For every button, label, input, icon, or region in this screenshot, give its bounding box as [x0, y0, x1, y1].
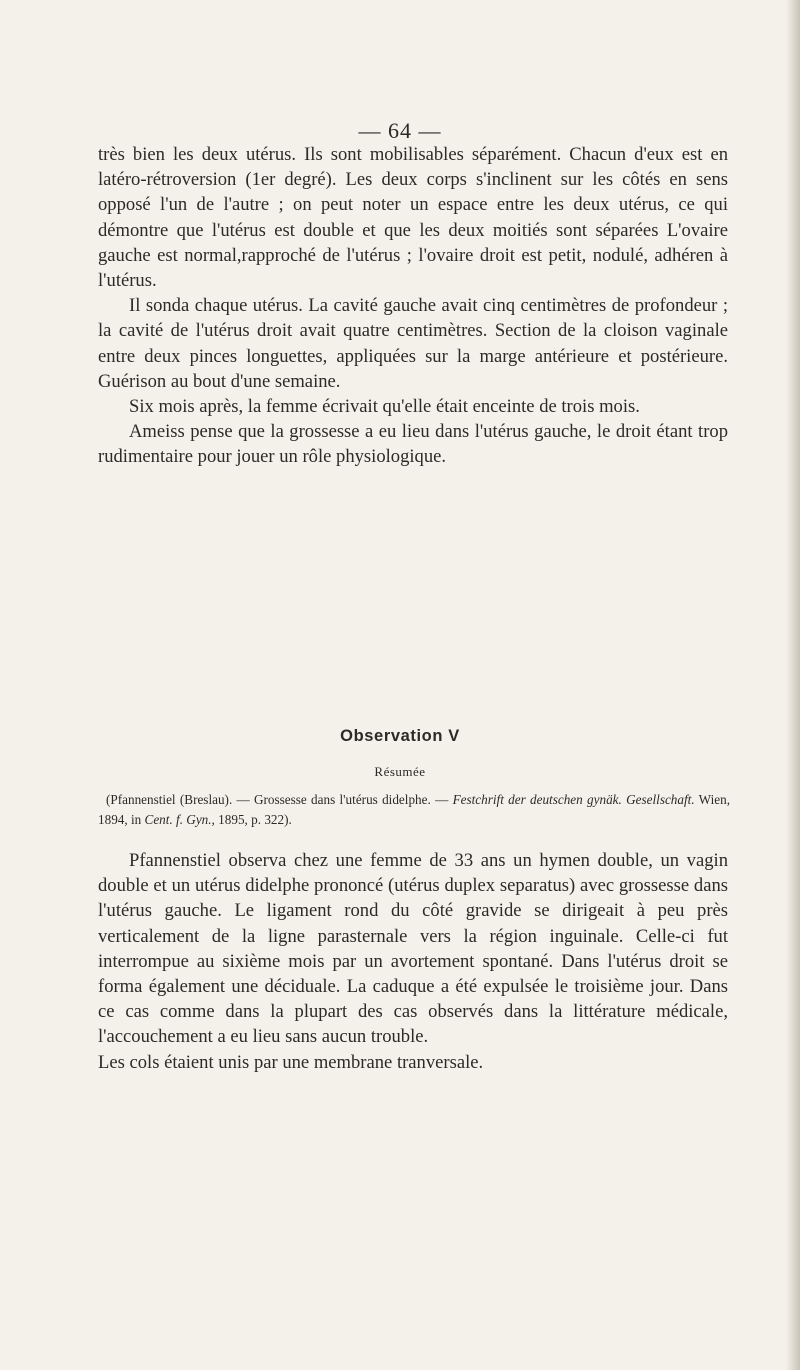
paragraph: très bien les deux utérus. Ils sont mobilisables séparément. Chacun d'eux est en latéro-rétroversion (1er degré). Les deux corps s'inclinent sur les côtés en sens opposé l'un de l'autre ; on peut noter un espace entre les deux utérus, ce qui démontre que l'utérus est double et que les deux moitiés sont séparées L'ovaire gauche est normal,rapproché de l'utérus ; l'ovaire droit est petit, nodulé, adhéren à l'utérus.: [98, 144, 728, 292]
paragraph: Les cols étaient unis par une membrane tranversale.: [98, 1051, 484, 1073]
reference-text: 1895, p. 322).: [214, 812, 292, 827]
reference-text: (Pfannenstiel (Breslau). — Grossesse dans l'utérus didelphe. —: [106, 792, 453, 807]
body-text-top: [98, 142, 728, 470]
paragraph: Il sonda chaque utérus. La cavité gauche avait cinq centimètres de profondeur ; la cavité de l'utérus droit avait quatre centimètres. Section de la cloison vaginale entre deux pinces longuettes, appliquées sur la marge antérieure et postérieure. Guérison au bout d'une semaine.: [98, 295, 728, 392]
section-subheading: Résumée: [374, 764, 426, 779]
body-text-bottom: [98, 848, 728, 1075]
reference-journal: Festchrift der deutschen gynäk. Gesellschaft.: [452, 792, 695, 807]
bibliographic-reference: [98, 790, 730, 830]
paragraph: Pfannenstiel observa chez une femme de 33 ans un hymen double, un vagin double et un utérus didelphe prononcé (utérus duplex separatus) avec grossesse dans l'utérus gauche. Le ligament rond du côté gravide se dirigeait à peu près verticalement de la ligne parasternale vers la région inguinale. Celle-ci fut interrompue au sixième mois par un avortement spontané. Dans l'utérus droit se forma également une déciduale. La caduque a été expulsée le troisième jour. Dans ce cas comme dans la plupart des cas observés dans la littérature médicale, l'accouchement a eu lieu sans aucun trouble.: [98, 850, 728, 1048]
paragraph: Ameiss pense que la grossesse a eu lieu dans l'utérus gauche, le droit étant trop rudimentaire pour jouer un rôle physiologique.: [98, 421, 728, 468]
page-number: — 64 —: [358, 118, 442, 143]
reference-text: Wien, 1894, in: [98, 792, 731, 827]
paragraph: Six mois après, la femme écrivait qu'elle était enceinte de trois mois.: [129, 396, 640, 418]
section-heading: Observation V: [340, 727, 460, 745]
page-edge-shadow: [786, 0, 800, 1370]
reference-journal: Cent. f. Gyn.,: [144, 812, 215, 827]
